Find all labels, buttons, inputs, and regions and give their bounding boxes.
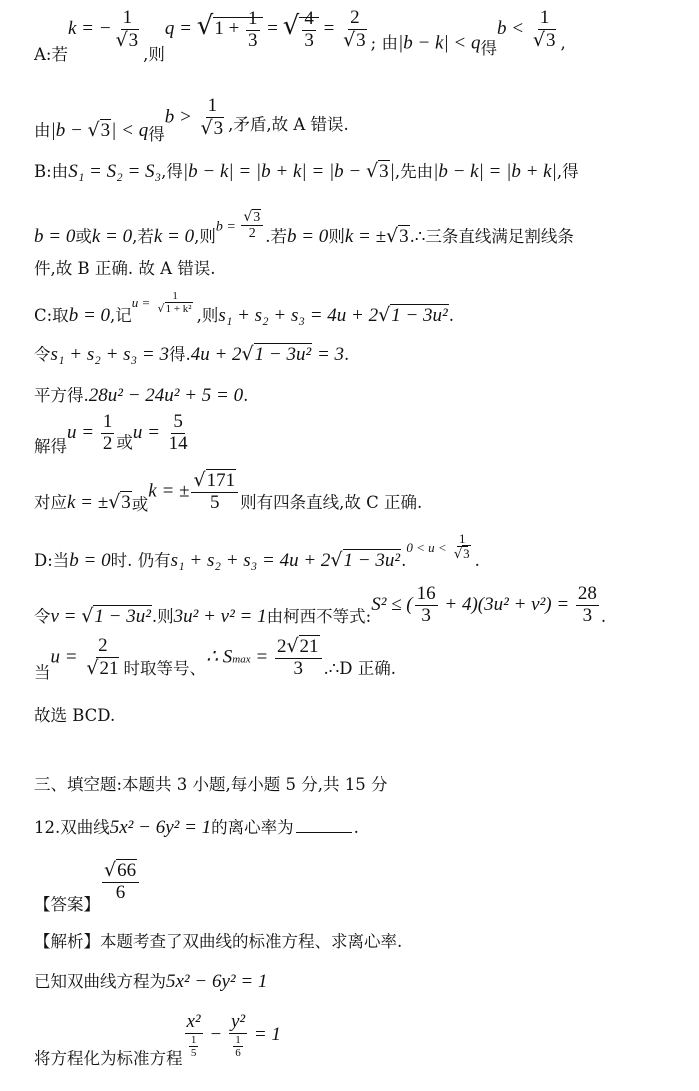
text: 的离心率为 [211,818,294,837]
equals: = [318,18,340,40]
text: 【解析】本题考查了双曲线的标准方程、求离心率. [34,932,403,951]
analysis-line [34,934,402,951]
period: . [600,606,607,626]
math: | [389,161,395,182]
math: |b − [50,120,88,142]
math: ∴ S [205,646,233,668]
math: |b − k| < q [397,32,481,54]
math: b < [497,18,529,40]
fraction: $\frac{\text{y²}}{\frac{1}{6}}$ [230,1011,246,1059]
fraction: $\frac{28}{3}$ [577,583,597,626]
period: . [474,550,480,570]
line-a1 [34,7,566,66]
option-b-label: B:由 [34,162,69,181]
period: . [448,306,455,326]
fraction: $\frac{1}{\text{√1 + k²}}$ [157,290,192,316]
math: 3u² + v² = 1 [173,605,267,627]
fraction: $\frac{2√21}{3}$ [275,636,322,680]
text: 或 [116,432,133,452]
text: ,则 [143,45,165,65]
text: ,矛盾,故 A 错误. [228,115,349,135]
text: 将方程化为标准方程 [34,1049,183,1069]
answer-blank [296,832,352,833]
text: ,若 [132,227,154,247]
line-a2: 由|b − √3| < q得b > $\frac{1}{√3}$ ,矛盾,故 A 错误. [34,95,349,145]
option-c-label: C:取 [34,306,69,326]
math: 5x² − 6y² = 1 [109,817,212,838]
text: ,先由 [394,162,434,181]
text: 则 [328,227,345,247]
fraction: $\frac{2}{√21}$ [86,635,119,679]
line-d1: D:当b = 0时. 仍有s₁ + s₂ + s₃ = 4u + 2√1 − 3u².0 < u < $\frac{1}{√3}$ . [34,531,480,571]
text: 三、填空题:本题共 3 小题,每小题 5 分,共 15 分 [34,775,388,794]
math: b = [215,219,240,235]
math: | < q [111,120,149,142]
math: + 4)(3u² + v²) = [439,593,574,615]
math: k = ± [148,480,190,502]
math: k = ± [344,226,386,248]
line-d3 [34,635,397,683]
line-d4 [34,708,115,725]
math: s₁ + s₂ + s₃ = 4u + 2 [170,549,331,571]
text: 由柯西不等式: [266,606,372,626]
text: 已知双曲线方程为 [34,972,166,991]
answer-label: 【答案】 [34,895,100,915]
line-d2: 令v = √1 − 3u².则3u² + v² = 1由柯西不等式:S² ≤ ( $\frac{16}{3}$ + 4)(3u² + v²) = $\frac{28}{3}$ . [34,583,607,627]
math: k = 0 [153,226,195,248]
fraction: $\frac{1}{√3}$ [453,531,470,563]
period: . [401,550,407,570]
text: 解得 [34,436,67,456]
math: = 3 [312,344,345,365]
math: u = [132,421,165,443]
text: 得. [168,345,191,364]
text: 件,故 B 正确. 故 A 错误. [34,259,216,278]
math: b > [164,106,197,128]
math: k = 0 [91,226,133,248]
math: 4u + 2 [190,344,242,365]
fraction: $\frac{1}{√3}$ [115,7,139,51]
option-d-label: D:当 [34,550,70,570]
option-a-label: A:若 [34,45,68,65]
math: 28u² − 24u² + 5 = 0 [88,385,244,406]
math: b = 0 [286,226,329,248]
line-b1: B:由S₁ = S₂ = S₃,得|b − k| = |b + k| = |b − √3|,先由|b − k| = |b + k|,得 [34,160,579,182]
math: v = [50,605,82,627]
fraction: $\frac{\text{x²}}{\frac{1}{5}}$ [186,1011,201,1059]
line-b2: b = 0或k = 0,若k = 0,则b = $\frac{√3}{2}$ .若b = 0则k = ±√3.∴三条直线满足割线条 [34,209,574,248]
math: S₁ = S₂ = S₃ [68,161,162,182]
text: ,则 [194,227,216,247]
math-k: k = − [67,18,112,40]
period: . [243,386,249,405]
math: s₁ + s₂ + s₃ = 3 [50,344,169,365]
text: 得 [480,39,498,59]
text: 故选 BCD. [34,706,116,725]
line-b3 [34,261,216,278]
question-12 [34,818,359,837]
fraction: $\frac{√3}{2}$ [241,210,263,242]
math: S² ≤ ( [371,593,413,615]
math: = 1 [249,1024,281,1046]
line-c5: 对应k = ±√3或k = ± $\frac{√171}{5}$ 则有四条直线,故 C 正确. [34,469,423,515]
math: k = ± [67,492,109,514]
fraction: $\frac{1}{√3}$ [532,7,556,51]
fraction: $\frac{1}{2}$ [102,411,113,454]
text: 或 [75,227,92,247]
subscript: max [232,653,251,666]
math: u = [131,295,154,311]
sqrt-frac: √ $\frac{4}{3}$ [283,18,319,39]
math: b = 0 [69,549,111,571]
fraction: $\frac{16}{3}$ [416,583,436,626]
math-q: q = [164,18,197,40]
text: 对应 [34,493,67,513]
math: u = [67,421,99,443]
known-line [34,972,267,991]
math: u = [50,646,83,668]
math: b = 0 [68,305,111,327]
math: 5x² − 6y² = 1 [166,971,268,992]
fraction: $\frac{5}{14}$ [168,411,188,454]
line-c2: 令s₁ + s₂ + s₃ = 3得.4u + 2√1 − 3u² = 3. [34,343,350,365]
math: s₁ + s₂ + s₃ = 4u + 2 [218,305,379,327]
math: |b − k| = |b + k| [433,161,557,182]
math: b = 0 [34,226,76,248]
period: . [353,818,359,837]
text: 12.双曲线 [34,818,110,837]
text: .若 [265,227,287,247]
answer-line [34,859,141,915]
fraction: $\frac{2}{√3}$ [343,7,366,51]
text: 时取等号、 [123,659,206,679]
fraction: $\frac{√66}{6}$ [102,860,139,904]
text: 得 [148,125,165,145]
text: 由 [34,121,51,141]
text: .∴三条直线满足割线条 [409,227,574,247]
text: 令 [34,606,51,626]
comma: , [560,33,566,53]
text: .则 [151,606,174,626]
fraction: $\frac{1}{√3}$ [200,95,224,139]
line-c1: C:取b = 0,记u = $\frac{1}{\text{√1 + k²}}$ ,则s₁ + s₂ + s₃ = 4u + 2√1 − 3u². [34,290,455,327]
text: ,得 [161,162,183,181]
text: 时. 仍有 [110,550,171,570]
period: . [344,345,350,364]
text: 平方得. [34,386,89,405]
text: 当 [34,663,51,683]
text: 令 [34,345,51,364]
equals: = [262,18,283,40]
text: ; 由 [370,33,398,53]
line-c4 [34,412,192,455]
text: .∴D 正确. [323,659,397,679]
text: ,则 [196,306,219,326]
fraction: $\frac{√171}{5}$ [191,470,238,514]
section-heading [34,777,388,794]
text: ,得 [556,162,579,181]
sqrt-expr: √1 + $\frac{1}{3}$ [197,18,263,39]
math: = [250,646,273,668]
standard-form-line [34,1011,281,1069]
text: 则有四条直线,故 C 正确. [240,493,423,513]
math: |b − k| = |b + k| = |b − [182,161,366,182]
line-c3 [34,386,248,405]
math: − [204,1024,227,1046]
text: 或 [131,495,149,515]
math: 0 < u < [406,539,450,555]
